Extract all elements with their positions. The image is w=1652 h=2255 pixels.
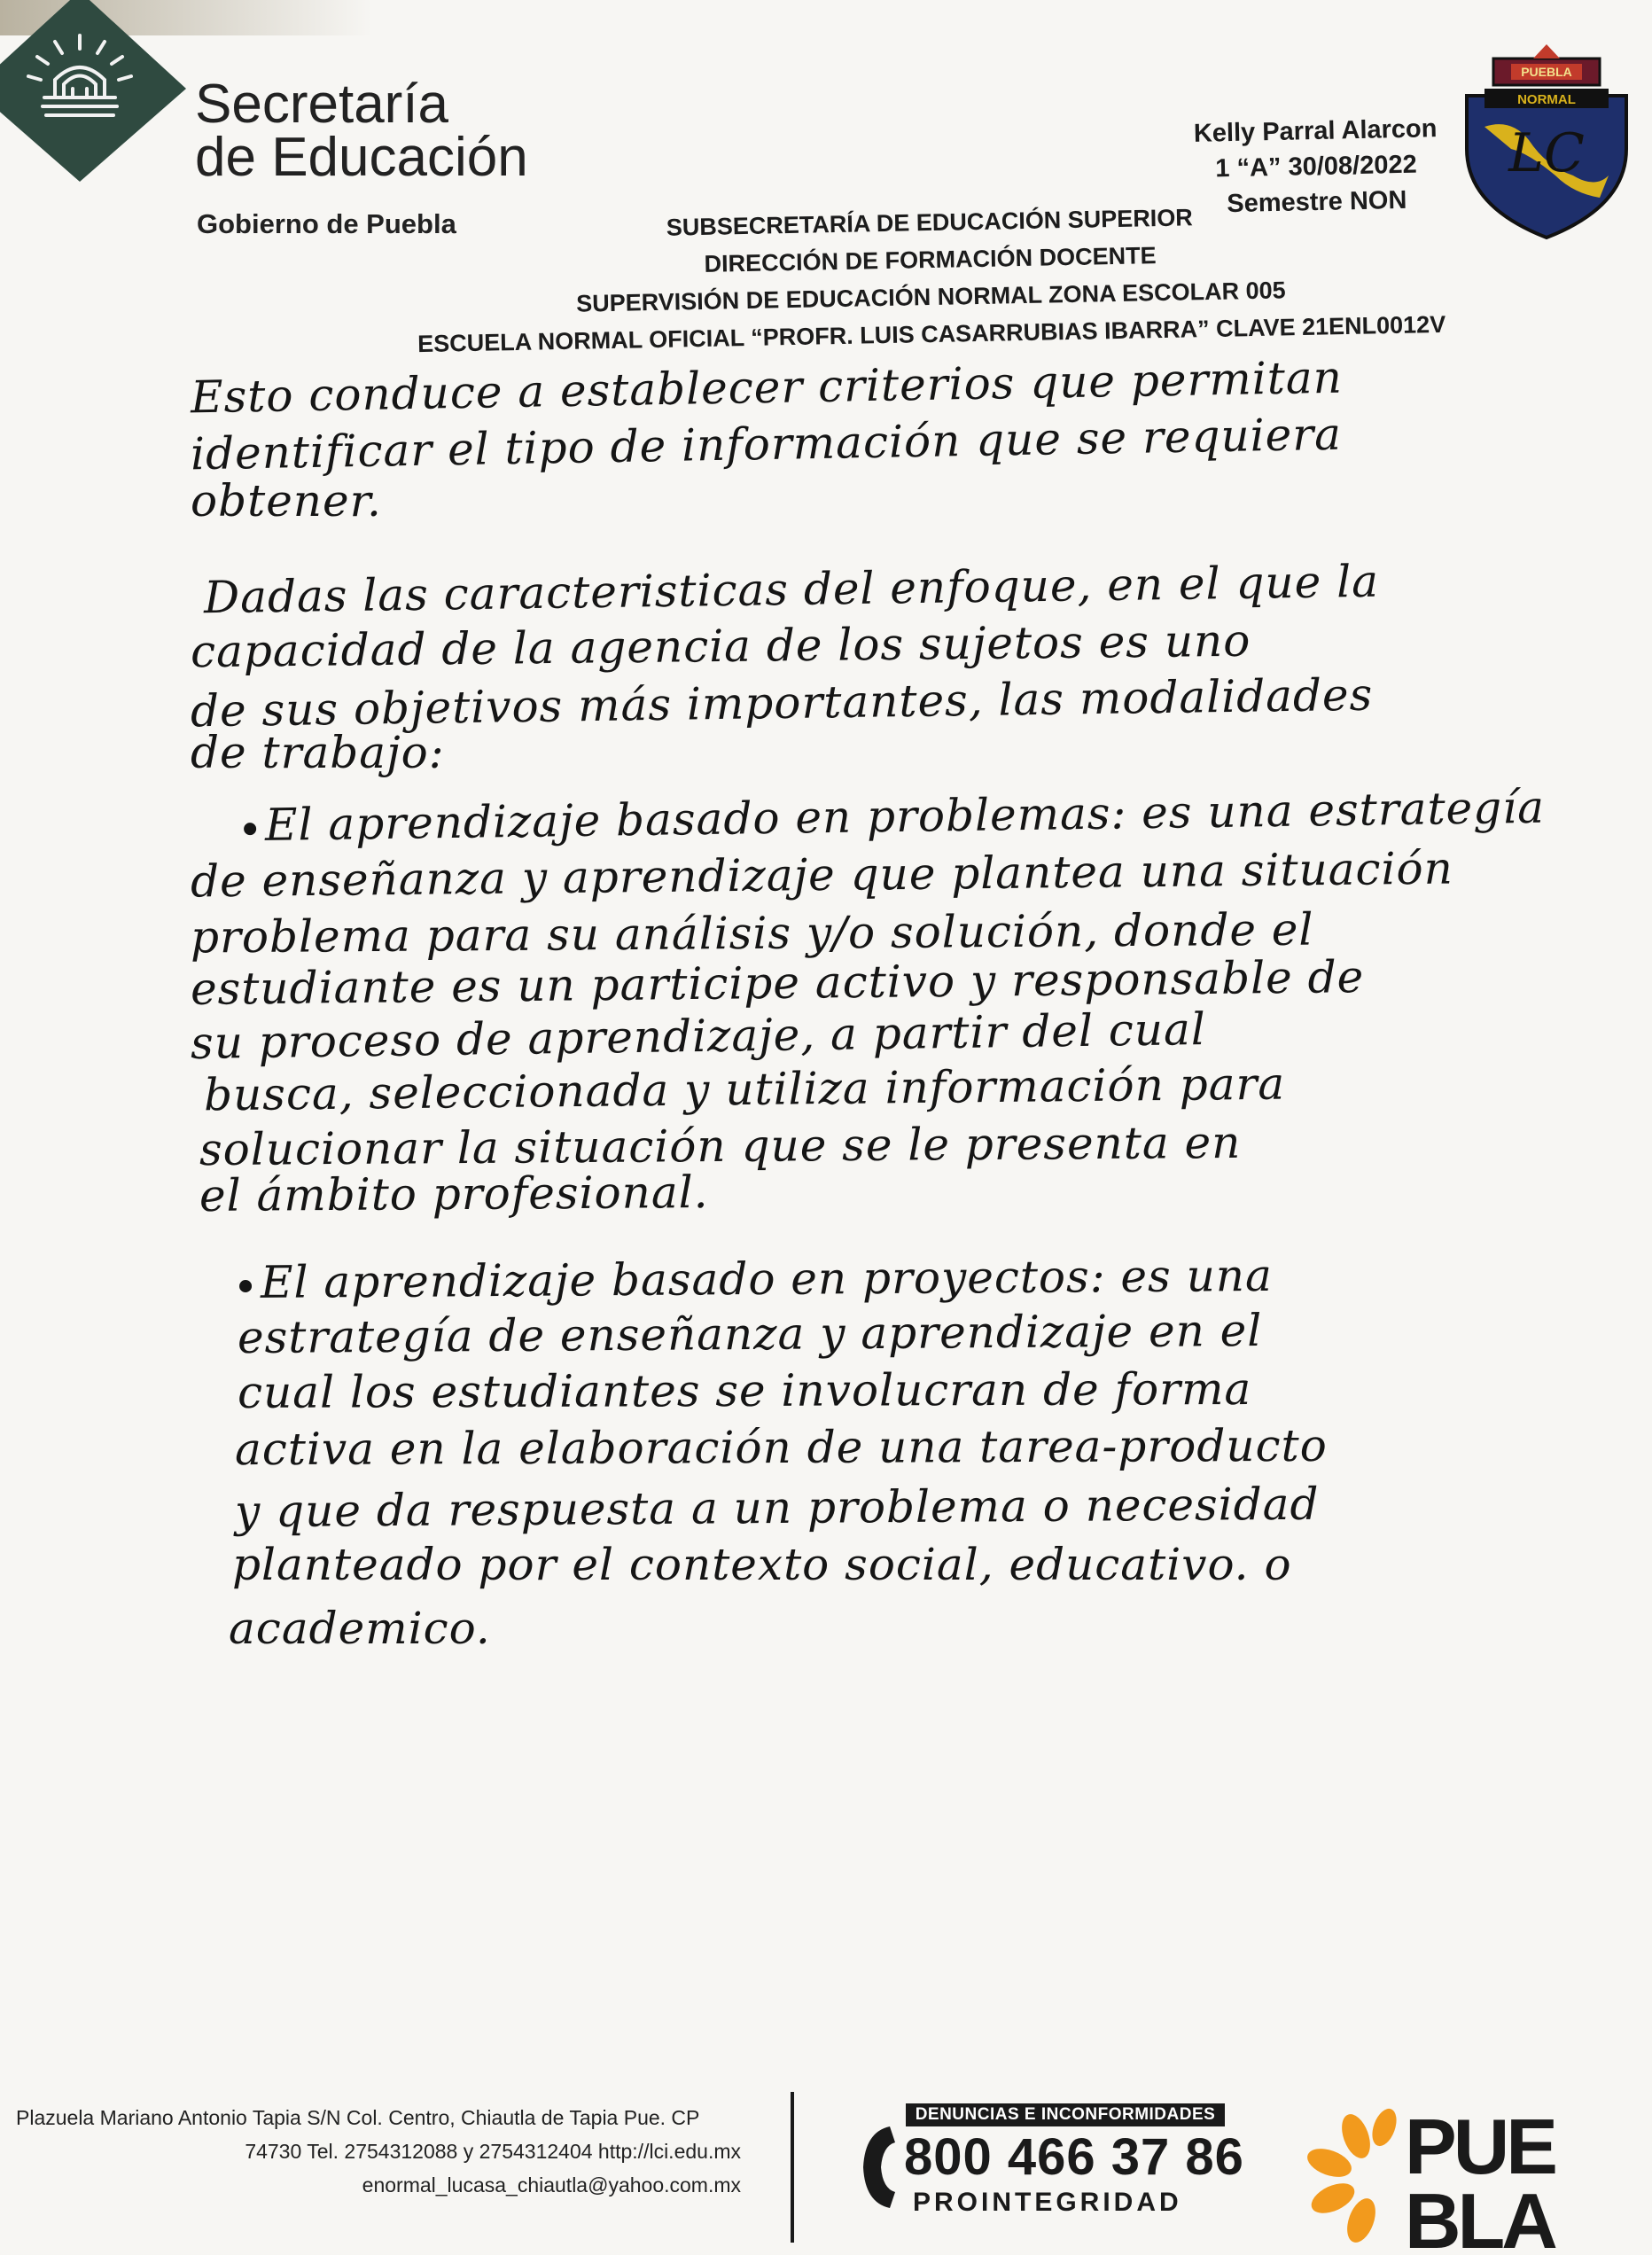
address-email: enormal_lucasa_chiautla@yahoo.com.mx [362, 2173, 741, 2196]
government-label: Gobierno de Puebla [197, 208, 456, 239]
hotline-label: DENUNCIAS E INCONFORMIDADES [906, 2103, 1225, 2126]
bullet2-line-1 [239, 1250, 1273, 1308]
bullet1-line-2: de enseñanza y aprendizaje que plantea una situación [190, 842, 1454, 908]
bullet1-line-6: busca, seleccionada y utiliza información para [203, 1057, 1286, 1121]
bullet2-line-1-text: El aprendizaje basado en proyectos: es una [260, 1249, 1274, 1308]
bullet2-line-3: cual los estudiantes se involucran de forma [237, 1363, 1252, 1418]
institution-line-3: SUPERVISIÓN DE EDUCACIÓN NORMAL ZONA ESCOLAR 005 [575, 277, 1286, 317]
para2-line-1: Dadas las caracteristicas del enfoque, en el que la [203, 555, 1380, 624]
para1-line-2: identificar el tipo de información que se requiera [190, 408, 1343, 480]
brand-line-2: BLA [1405, 2177, 1555, 2251]
student-name: Kelly Parral Alarcon [1193, 114, 1438, 148]
bullet2-line-6: planteado por el contexto social, educativo. o [232, 1539, 1292, 1590]
footer-divider [791, 2092, 794, 2243]
bullet1-line-4: estudiante es un participe activo y responsable de [190, 951, 1365, 1015]
bullet2-line-5: y que da respuesta a un problema o necesidad [234, 1478, 1320, 1538]
bullet1-line-7: solucionar la situación que se le presenta en [199, 1116, 1242, 1176]
footer-address [16, 2101, 741, 2202]
crest-text-mid: NORMAL [1517, 92, 1576, 107]
hotline-number: 800 466 37 86 [904, 2128, 1244, 2186]
crest-text-top: PUEBLA [1521, 65, 1572, 79]
bullet1-line-1-text: El aprendizaje basado en problemas: es una estrategía [264, 781, 1546, 851]
bullet1-line-8: el ámbito profesional. [199, 1166, 709, 1222]
bullet2-line-7: academico. [229, 1603, 491, 1654]
address-line-2: 74730 Tel. 2754312088 y 2754312404 http://lci.edu.mx [245, 2140, 741, 2163]
bullet1-line-5: su proceso de aprendizaje, a partir del cual [190, 1003, 1207, 1069]
bullet2-line-2: estrategía de enseñanza y aprendizaje en el [237, 1304, 1263, 1364]
brand-line-1: PUE [1405, 2103, 1555, 2190]
bullet-dot [239, 1280, 252, 1292]
org-name [195, 74, 528, 188]
school-crest-logo [1458, 43, 1635, 242]
para2-line-2: capacidad de la agencia de los sujetos es uno [190, 614, 1251, 678]
student-group-date: 1 “A” 30/08/2022 [1215, 150, 1417, 183]
student-semester: Semestre NON [1226, 185, 1407, 219]
bullet1-line-1 [244, 782, 1546, 851]
hotline-name: PROINTEGRIDAD [913, 2188, 1182, 2217]
para2-line-3: de sus objetivos más importantes, las modalidades [190, 668, 1374, 737]
sep-diamond-logo [0, 0, 195, 186]
bullet-dot [244, 823, 256, 835]
institution-line-1: SUBSECRETARÍA DE EDUCACIÓN SUPERIOR [666, 204, 1194, 241]
puebla-brand-logo [1303, 2101, 1604, 2251]
org-name-line1: Secretaría [195, 74, 449, 135]
bullet2-line-4: activa en la elaboración de una tarea-producto [234, 1419, 1328, 1476]
institution-line-2: DIRECCIÓN DE FORMACIÓN DOCENTE [704, 242, 1157, 277]
crest-letters: LC [1508, 122, 1585, 184]
para1-line-1: Esto conduce a establecer criterios que permitan [190, 351, 1344, 424]
para2-line-4: de trabajo: [191, 727, 445, 778]
phone-icon [856, 2123, 900, 2212]
bullet1-line-3: problema para su análisis y/o solución, donde el [190, 903, 1314, 964]
para1-line-3: obtener. [191, 475, 382, 527]
org-name-line2: de Educación [195, 127, 528, 188]
institution-header [406, 194, 1454, 363]
institution-line-4: ESCUELA NORMAL OFICIAL “PROFR. LUIS CASARRUBIAS IBARRA” CLAVE 21ENL0012V [417, 310, 1446, 358]
address-line-1: Plazuela Mariano Antonio Tapia S/N Col. Centro, Chiautla de Tapia Pue. CP [16, 2106, 700, 2129]
